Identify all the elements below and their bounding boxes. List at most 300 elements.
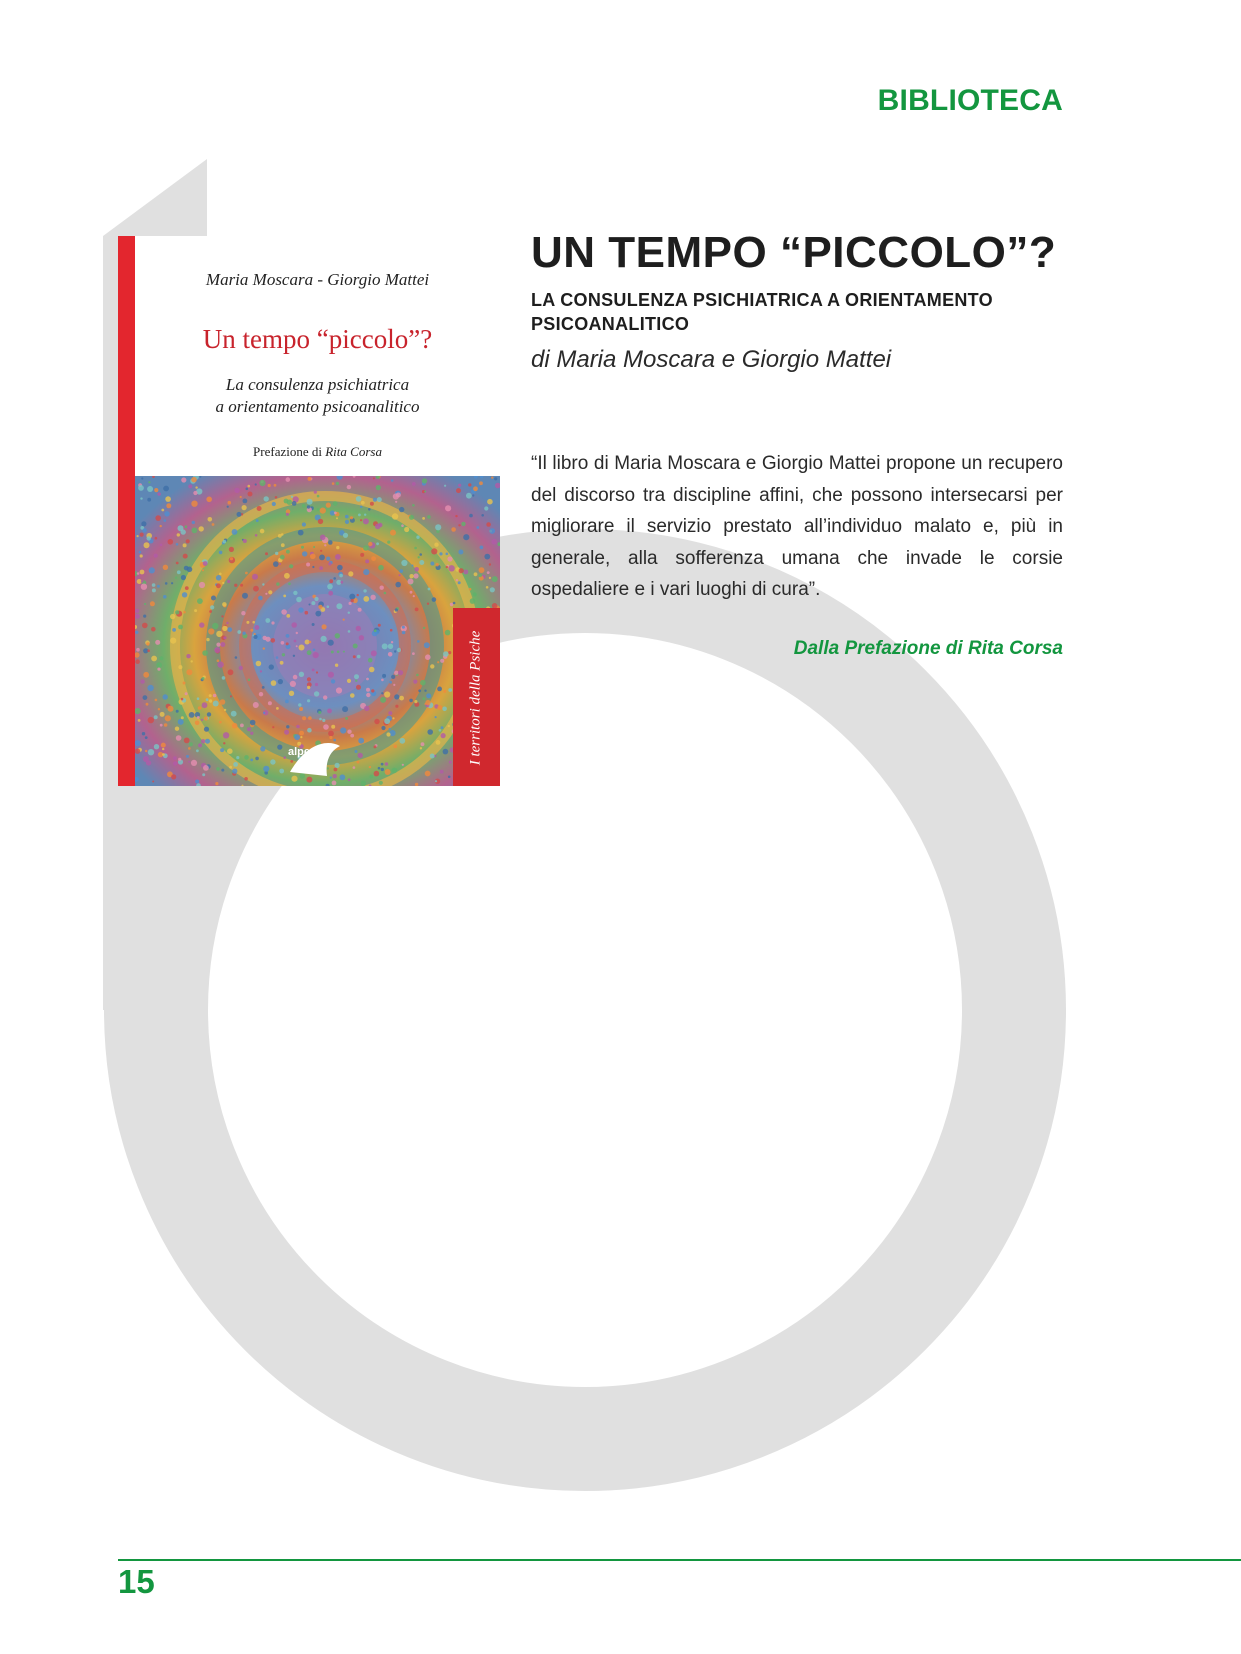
cover-artwork-dot: [392, 513, 398, 519]
cover-artwork-dot: [216, 575, 222, 581]
cover-artwork-dot: [327, 709, 332, 714]
cover-artwork-dot: [155, 537, 158, 540]
cover-artwork-dot: [323, 724, 329, 730]
cover-artwork-dot: [288, 583, 291, 586]
cover-artwork-dot: [448, 725, 450, 727]
cover-artwork-dot: [422, 517, 425, 520]
cover-artwork-dot: [472, 494, 474, 496]
cover-artwork-dot: [160, 544, 163, 547]
cover-artwork-dot: [219, 721, 222, 724]
cover-artwork-dot: [186, 539, 190, 543]
cover-artwork-dot: [240, 584, 243, 587]
cover-artwork-dot: [216, 643, 220, 647]
cover-artwork-dot: [160, 724, 163, 727]
article-title: UN TEMPO “PICCOLO”?: [531, 228, 1057, 277]
cover-artwork-dot: [445, 505, 451, 511]
cover-artwork-dot: [255, 534, 258, 537]
cover-artwork-dot: [392, 768, 398, 774]
cover-subtitle-line-2: a orientamento psicoanalitico: [215, 397, 420, 416]
cover-artwork-dot: [334, 768, 338, 772]
cover-artwork-dot: [272, 502, 276, 506]
article-byline: di Maria Moscara e Giorgio Mattei: [531, 346, 892, 373]
cover-artwork-dot: [258, 596, 263, 601]
cover-artwork-dot: [187, 567, 193, 573]
cover-artwork-dot: [223, 636, 226, 639]
cover-artwork-dot: [191, 760, 197, 766]
cover-artwork-dot: [181, 575, 186, 580]
cover-artwork-dot: [188, 526, 191, 529]
cover-artwork-dot: [394, 694, 399, 699]
cover-artwork-dot: [287, 500, 292, 505]
cover-artwork-dot: [318, 519, 323, 524]
cover-artwork-dot: [357, 594, 359, 596]
cover-artwork-dot: [464, 570, 469, 575]
cover-artwork-dot: [154, 488, 158, 492]
cover-artwork-dot: [198, 706, 202, 710]
cover-artwork-dot: [250, 629, 253, 632]
cover-artwork-dot: [232, 723, 238, 729]
cover-artwork-dot: [434, 543, 438, 547]
cover-artwork-dot: [393, 684, 395, 686]
cover-artwork-dot: [364, 514, 366, 516]
cover-artwork-dot: [199, 582, 205, 588]
cover-artwork-dot: [185, 525, 188, 528]
cover-artwork-dot: [143, 695, 148, 700]
cover-artwork-dot: [219, 573, 222, 576]
cover-artwork-dot: [375, 524, 381, 530]
cover-artwork-dot: [176, 562, 179, 565]
cover-artwork-dot: [135, 631, 138, 634]
cover-artwork-dot: [273, 561, 279, 567]
article-subtitle: LA CONSULENZA PSICHIATRICA A ORIENTAMENTO PSICOANALITICO: [531, 290, 993, 334]
cover-artwork-dot: [209, 699, 212, 702]
cover-artwork-dot: [389, 728, 391, 730]
cover-artwork-dot: [284, 730, 289, 735]
cover-artwork-dot: [250, 720, 256, 726]
cover-artwork-dot: [227, 506, 229, 508]
cover-artwork-dot: [489, 528, 495, 534]
cover-artwork-dot: [272, 726, 274, 728]
cover-artwork-dot: [260, 529, 265, 534]
cover-artwork-dot: [265, 637, 270, 642]
cover-artwork-dot: [142, 732, 145, 735]
cover-artwork-dot: [363, 518, 369, 524]
cover-artwork-dot: [409, 515, 414, 520]
cover-artwork-dot: [148, 481, 150, 483]
cover-artwork-dot: [223, 732, 229, 738]
cover-artwork-dot: [276, 656, 279, 659]
cover-artwork-dot: [479, 567, 485, 573]
cover-artwork-dot: [220, 748, 224, 752]
cover-artwork-dot: [185, 692, 188, 695]
cover-artwork-dot: [142, 623, 148, 629]
cover-artwork-dot: [244, 777, 248, 781]
cover-artwork-dot: [327, 605, 330, 608]
cover-artwork-dot: [152, 583, 156, 587]
cover-artwork-dot: [257, 506, 262, 511]
cover-artwork-dot: [394, 650, 396, 652]
cover-artwork-dot: [154, 744, 159, 749]
cover-artwork-dot: [185, 586, 189, 590]
cover-artwork-dot: [164, 723, 168, 727]
cover-artwork-dot: [328, 562, 331, 565]
cover-artwork-dot: [232, 769, 237, 774]
cover-artwork-dot: [451, 527, 456, 532]
cover-artwork-dot: [491, 476, 493, 478]
cover-artwork-dot: [199, 622, 204, 627]
cover-artwork-dot: [412, 565, 414, 567]
cover-artwork-dot: [173, 761, 177, 765]
cover-artwork-dot: [157, 492, 161, 496]
cover-artwork-dot: [208, 517, 213, 522]
cover-artwork-dot: [314, 491, 317, 494]
cover-artwork-dot: [280, 661, 284, 665]
cover-artwork-dot: [222, 602, 227, 607]
cover-artwork-dot: [155, 515, 161, 521]
cover-artwork-dot: [379, 781, 383, 785]
cover-artwork-dot: [412, 652, 415, 655]
cover-artwork-dot: [487, 499, 493, 505]
cover-artwork-dot: [281, 533, 284, 536]
cover-artwork-dot: [216, 631, 222, 637]
cover-artwork-dot: [253, 635, 257, 639]
cover-artwork-dot: [296, 725, 300, 729]
cover-artwork-dot: [326, 557, 330, 561]
cover-artwork-dot: [189, 712, 195, 718]
cover-artwork-dot: [306, 563, 310, 567]
cover-artwork-dot: [358, 753, 363, 758]
cover-artwork-dot: [293, 675, 298, 680]
cover-artwork-dot: [361, 501, 365, 505]
cover-artwork-dot: [136, 648, 140, 652]
cover-artwork-dot: [456, 488, 461, 493]
cover-artwork-dot: [265, 593, 267, 595]
cover-artwork-dot: [343, 651, 345, 653]
section-label: BIBLIOTECA: [877, 84, 1063, 117]
cover-artwork-dot: [306, 777, 312, 783]
cover-artwork-dot: [284, 573, 290, 579]
cover-artwork-dot: [298, 607, 303, 612]
cover-artwork-dot: [270, 759, 275, 764]
cover-artwork-dot: [447, 556, 452, 561]
cover-artwork-dot: [353, 644, 358, 649]
cover-artwork-dot: [256, 519, 259, 522]
cover-artwork-dot: [246, 488, 249, 491]
cover-artwork-dot: [489, 563, 491, 565]
cover-artwork-dot: [333, 501, 338, 506]
cover-artwork-dot: [283, 595, 286, 598]
cover-artwork-dot: [184, 738, 190, 744]
cover-artwork-dot: [243, 539, 247, 543]
cover-artwork-dot: [402, 626, 405, 629]
cover-artwork-dot: [491, 539, 497, 545]
cover-artwork-dot: [148, 749, 154, 755]
cover-artwork-dot: [151, 627, 156, 632]
cover-artwork-dot: [186, 669, 192, 675]
cover-artwork-dot: [239, 666, 243, 670]
cover-artwork-dot: [199, 526, 204, 531]
cover-artwork-dot: [214, 647, 220, 653]
cover-artwork-dot: [320, 535, 326, 541]
cover-artwork-dot: [320, 508, 326, 514]
cover-artwork-dot: [314, 597, 318, 601]
cover-artwork-dot: [220, 699, 226, 705]
cover-artwork-dot: [373, 498, 377, 502]
cover-artwork-dot: [333, 774, 337, 778]
cover-artwork-dot: [212, 523, 215, 526]
cover-artwork-dot: [195, 780, 199, 784]
cover-artwork-dot: [420, 747, 422, 749]
cover-artwork-dot: [402, 631, 406, 635]
cover-artwork-dot: [255, 757, 259, 761]
cover-artwork-dot: [468, 483, 471, 486]
cover-artwork-dot: [376, 542, 379, 545]
cover-artwork-dot: [301, 546, 304, 549]
cover-artwork-dot: [154, 554, 158, 558]
cover-artwork-dot: [370, 775, 374, 779]
cover-artwork-dot: [171, 774, 176, 779]
cover-artwork-dot: [302, 551, 307, 556]
cover-artwork-dot: [360, 519, 362, 521]
cover-artwork-dot: [404, 527, 409, 532]
cover-artwork-dot: [373, 477, 375, 479]
cover-artwork-dot: [227, 580, 230, 583]
cover-artwork-dot: [271, 680, 277, 686]
cover-artwork-dot: [262, 686, 265, 689]
cover-artwork-dot: [203, 765, 209, 771]
cover-artwork-dot: [141, 584, 147, 590]
cover-artwork-dot: [195, 721, 200, 726]
cover-artwork-dot: [318, 711, 321, 714]
cover-artwork-dot: [183, 543, 187, 547]
cover-artwork-dot: [201, 739, 205, 743]
cover-artwork-dot: [138, 485, 144, 491]
cover-artwork-dot: [163, 565, 168, 570]
cover-artwork-dot: [310, 554, 316, 560]
cover-artwork-dot: [399, 507, 404, 512]
cover-artwork-dot: [377, 497, 382, 502]
cover-artwork-dot: [235, 656, 238, 659]
cover-artwork-dot: [361, 781, 367, 786]
cover-artwork-dot: [422, 478, 427, 483]
cover-artwork-dot: [371, 556, 376, 561]
cover-artwork-dot: [481, 514, 484, 517]
cover-artwork-dot: [494, 477, 497, 480]
cover-artwork-dot: [170, 638, 176, 644]
cover-artwork-dot: [164, 519, 167, 522]
cover-artwork-dot: [286, 550, 290, 554]
cover-artwork-dot: [427, 515, 431, 519]
cover-artwork-dot: [162, 753, 165, 756]
cover-artwork-dot: [276, 582, 279, 585]
cover-artwork-dot: [340, 727, 346, 733]
cover-artwork-dot: [299, 707, 303, 711]
cover-artwork-dot: [335, 763, 340, 768]
cover-artwork-dot: [419, 560, 424, 565]
cover-artwork-dot: [291, 496, 293, 498]
cover-artwork-dot: [378, 565, 384, 571]
cover-artwork-dot: [401, 524, 404, 527]
cover-artwork-dot: [461, 522, 465, 526]
cover-artwork-dot: [414, 700, 417, 703]
cover-artwork-dot: [205, 739, 210, 744]
cover-artwork-dot: [222, 582, 224, 584]
cover-artwork-dot: [459, 568, 464, 573]
cover-artwork-dot: [175, 610, 179, 614]
cover-artwork-dot: [487, 571, 490, 574]
cover-artwork-dot: [425, 700, 430, 705]
cover-artwork-dot: [431, 548, 437, 554]
cover-artwork-dot: [307, 699, 310, 702]
cover-artwork-dot: [349, 602, 352, 605]
cover-artwork-dot: [229, 766, 232, 769]
cover-artwork-dot: [356, 626, 361, 631]
cover-artwork-dot: [355, 750, 358, 753]
cover-artwork-dot: [194, 609, 197, 612]
cover-artwork-dot: [395, 705, 398, 708]
cover-artwork-dot: [163, 486, 169, 492]
cover-artwork-dot: [351, 599, 354, 602]
cover-artwork-dot: [182, 592, 187, 597]
cover-artwork-dot: [221, 615, 223, 617]
cover-artwork-dot: [289, 564, 293, 568]
cover-artwork-dot: [140, 533, 144, 537]
quote-source: Dalla Prefazione di Rita Corsa: [793, 638, 1063, 659]
cover-artwork-dot: [275, 496, 278, 499]
cover-artwork-dot: [234, 488, 239, 493]
cover-artwork-dot: [227, 748, 233, 754]
cover-artwork-dot: [152, 781, 154, 783]
cover-artwork-dot: [370, 502, 374, 506]
cover-artwork-dot: [157, 585, 160, 588]
cover-artwork-dot: [255, 483, 257, 485]
cover-artwork-dot: [252, 574, 258, 580]
cover-artwork-dot: [324, 544, 326, 546]
cover-artwork-dot: [374, 719, 379, 724]
cover-artwork-dot: [336, 603, 342, 609]
cover-artwork-dot: [168, 539, 174, 545]
cover-artwork-dot: [209, 610, 212, 613]
cover-artwork-dot: [391, 675, 395, 679]
cover-artwork-dot: [237, 512, 242, 517]
cover-artwork-dot: [250, 732, 253, 735]
cover-artwork-dot: [439, 552, 442, 555]
cover-artwork-dot: [186, 654, 190, 658]
cover-artwork-dot: [313, 652, 319, 658]
cover-artwork-dot: [342, 706, 348, 712]
cover-artwork-dot: [423, 627, 425, 629]
cover-artwork-dot: [427, 729, 433, 735]
cover-artwork-dot: [164, 511, 169, 516]
cover-artwork-dot: [316, 671, 318, 673]
cover-artwork-dot: [193, 491, 197, 495]
cover-artwork-dot: [294, 734, 300, 740]
cover-artwork-dot: [469, 588, 472, 591]
cover-artwork-dot: [336, 546, 339, 549]
cover-artwork-dot: [291, 776, 297, 782]
cover-artwork-dot: [206, 497, 212, 503]
cover-artwork-dot: [418, 556, 420, 558]
cover-artwork-dot: [322, 719, 325, 722]
cover-artwork-dot: [358, 738, 364, 744]
cover-artwork-dot: [217, 659, 220, 662]
cover-preface: [135, 444, 500, 460]
cover-artwork-dot: [197, 598, 203, 604]
cover-artwork-dot: [416, 674, 419, 677]
cover-artwork-dot: [276, 707, 279, 710]
cover-artwork-dot: [141, 521, 146, 526]
cover-artwork-dot: [335, 554, 341, 560]
cover-artwork-dot: [147, 536, 151, 540]
cover-artwork-dot: [328, 540, 333, 545]
cover-artwork-dot: [312, 623, 315, 626]
cover-artwork-dot: [298, 703, 301, 706]
cover-artwork-dot: [358, 608, 362, 612]
cover-artwork-dot: [248, 485, 251, 488]
cover-artwork-dot: [410, 591, 413, 594]
cover-artwork-dot: [340, 774, 346, 780]
cover-artwork-dot: [363, 545, 368, 550]
cover-artwork-dot: [425, 654, 431, 660]
cover-artwork-dot: [170, 614, 175, 619]
cover-artwork-dot: [176, 710, 179, 713]
cover-artwork-dot: [312, 669, 315, 672]
cover-artwork-dot: [366, 688, 370, 692]
cover-artwork-dot: [437, 687, 442, 692]
cover-artwork-dot: [141, 580, 144, 583]
cover-artwork-dot: [138, 719, 141, 722]
cover-artwork-dot: [143, 672, 149, 678]
cover-artwork-dot: [424, 690, 426, 692]
cover-artwork-dot: [197, 697, 200, 700]
cover-artwork-dot: [391, 641, 393, 643]
cover-artwork-dot: [398, 670, 403, 675]
cover-red-spine: [118, 236, 135, 786]
cover-artwork-dot: [307, 650, 312, 655]
page-number: 15: [118, 1563, 155, 1600]
cover-artwork-dot: [215, 782, 218, 785]
cover-artwork-dot: [191, 660, 193, 662]
cover-artwork-dot: [345, 515, 349, 519]
cover-artwork-dot: [264, 496, 269, 501]
cover-artwork-dot: [234, 584, 237, 587]
cover-artwork-dot: [390, 530, 396, 536]
cover-artwork-dot: [212, 623, 218, 629]
cover-artwork-dot: [140, 679, 144, 683]
cover-artwork-dot: [313, 546, 315, 548]
cover-artwork-dot: [436, 740, 441, 745]
cover-artwork-dot: [392, 717, 394, 719]
cover-artwork-dot: [186, 755, 189, 758]
cover-artwork-dot: [455, 515, 457, 517]
cover-artwork-dot: [328, 640, 334, 646]
cover-artwork-dot: [458, 550, 463, 555]
cover-authors: Maria Moscara - Giorgio Mattei: [205, 270, 430, 289]
article-quote: “Il libro di Maria Moscara e Giorgio Mattei propone un recupero del discorso tra discipline affini, che possono intersecarsi per migliorare il servizio prestato all’individuo malato e, più in generale, alla sofferenza umana che invade le corsie ospedaliere e i vari luoghi di cura”.: [531, 453, 1063, 600]
cover-artwork-dot: [399, 574, 401, 576]
cover-artwork-dot: [435, 524, 441, 530]
cover-artwork-dot: [353, 766, 356, 769]
cover-artwork-dot: [216, 583, 221, 588]
cover-artwork-dot: [292, 501, 297, 506]
cover-artwork-dot: [397, 648, 401, 652]
cover-artwork-dot: [172, 628, 176, 632]
cover-artwork-dot: [271, 638, 276, 643]
cover-artwork-dot: [277, 745, 282, 750]
cover-artwork-dot: [144, 603, 146, 605]
cover-artwork-dot: [368, 542, 372, 546]
cover-artwork-dot: [279, 769, 284, 774]
